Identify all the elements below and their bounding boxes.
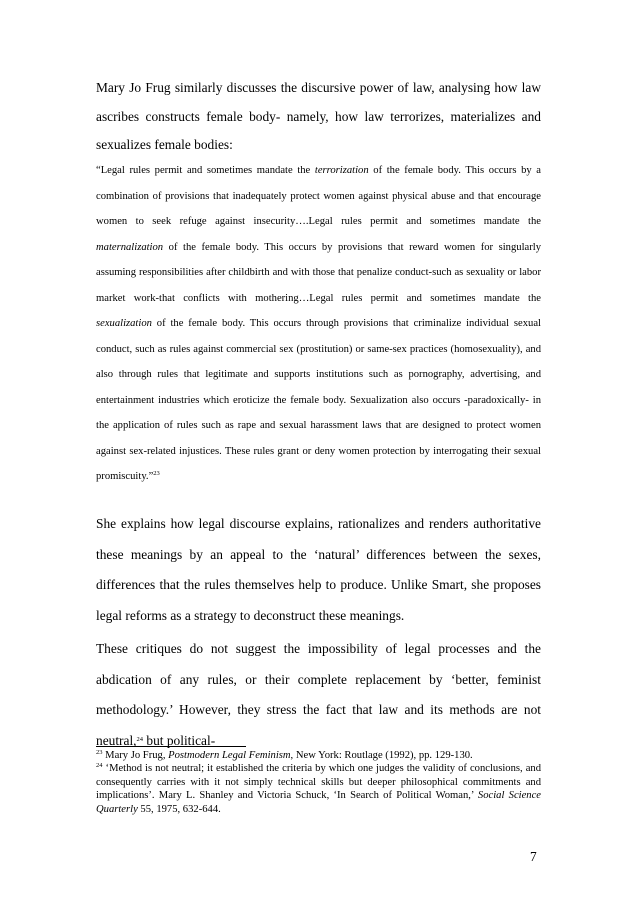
footnote-text: 55, 1975, 632-644. — [137, 803, 221, 815]
quote-segment-4: of the female body. This occurs through provisions that criminalize individual sexual conduct, such as rules against commercial sex (prostitution) or same-sex practices (homosexuality), and also through rules that legitimate and supports institutions such as pornography, advertising, and entertainment industries which eroticize the female body. Sexualization also occurs -paradoxically- in the application of rules such as rape and sexual harassment laws that are designed to protect women against sex-related injustices. These rules grant or deny women protection by interrogating their sexual promiscuity.” — [96, 318, 541, 482]
footnote-ref-23: 23 — [153, 470, 160, 477]
footnote-ref-24: 24 — [136, 735, 144, 743]
footnote-text: ‘Method is not neutral; it established the criteria by which one judges the validity of conclusions, and consequently carries with it not simply technical skills but deeper philosophical commitments and implications’. Mary L. Shanley and Victoria Schuck, ‘In Search of Political Woman,’ — [96, 763, 541, 802]
footnote-divider — [96, 746, 246, 747]
paragraph-frug-intro — [96, 74, 541, 160]
footnote-journal: Social Science Quarterly — [96, 790, 541, 815]
paragraph-legal-discourse — [96, 509, 541, 631]
page-number: 7 — [530, 849, 537, 864]
footnote-24 — [96, 762, 541, 816]
quote-segment-1: “Legal rules permit and sometimes mandate the — [96, 165, 315, 176]
paragraph-3-text-part-2: but political- — [143, 732, 216, 748]
footnote-text: , New York: Routlage (1992), pp. 129-130. — [290, 750, 473, 761]
quote-emphasis-sexualization: sexualization — [96, 318, 152, 329]
footnote-23 — [96, 749, 541, 762]
quote-emphasis-maternalization: maternalization — [96, 241, 164, 253]
quote-segment-2: of the female body. This occurs by a combination of provisions that inadequately protect women against physical abuse and that encourage women to seek refuge against insecurity….Legal rules permit and sometimes mandate the — [96, 165, 541, 227]
footnotes — [96, 749, 541, 816]
block-quote-frug — [96, 158, 541, 490]
footnote-number: 23 — [96, 749, 103, 756]
paragraph-critiques — [96, 634, 541, 756]
footnote-title: Postmodern Legal Feminism — [168, 750, 291, 761]
paragraph-1-text: Mary Jo Frug similarly discusses the discursive power of law, analysing how law ascribes constructs female body- namely, how law terrorizes, materializes and sexualizes female bodies: — [96, 80, 541, 152]
quote-segment-3: of the female body. This occurs by provisions that reward women for singularly assuming responsibilities after childbirth and with those that penalize conduct-such as sexuality or labor market work-that conflicts with mothering…Legal rules permit and sometimes mandate the — [96, 241, 541, 304]
footnote-text: Mary Jo Frug, — [102, 750, 169, 761]
paragraph-2-text: She explains how legal discourse explains, rationalizes and renders authoritative these meanings by an appeal to the ‘natural’ differences between the sexes, differences that the rules themselves help to produce. Unlike Smart, she proposes legal reforms as a strategy to deconstruct these meanings. — [96, 516, 541, 623]
paragraph-3-text-part-1: These critiques do not suggest the impossibility of legal processes and the abdication of any rules, or their complete replacement by ‘better, feminist methodology.’ However, they stress the fact that law and its methods are not neutral, — [96, 641, 541, 748]
quote-emphasis-terrorization: terrorization — [314, 165, 369, 176]
footnote-number: 24 — [96, 762, 103, 770]
